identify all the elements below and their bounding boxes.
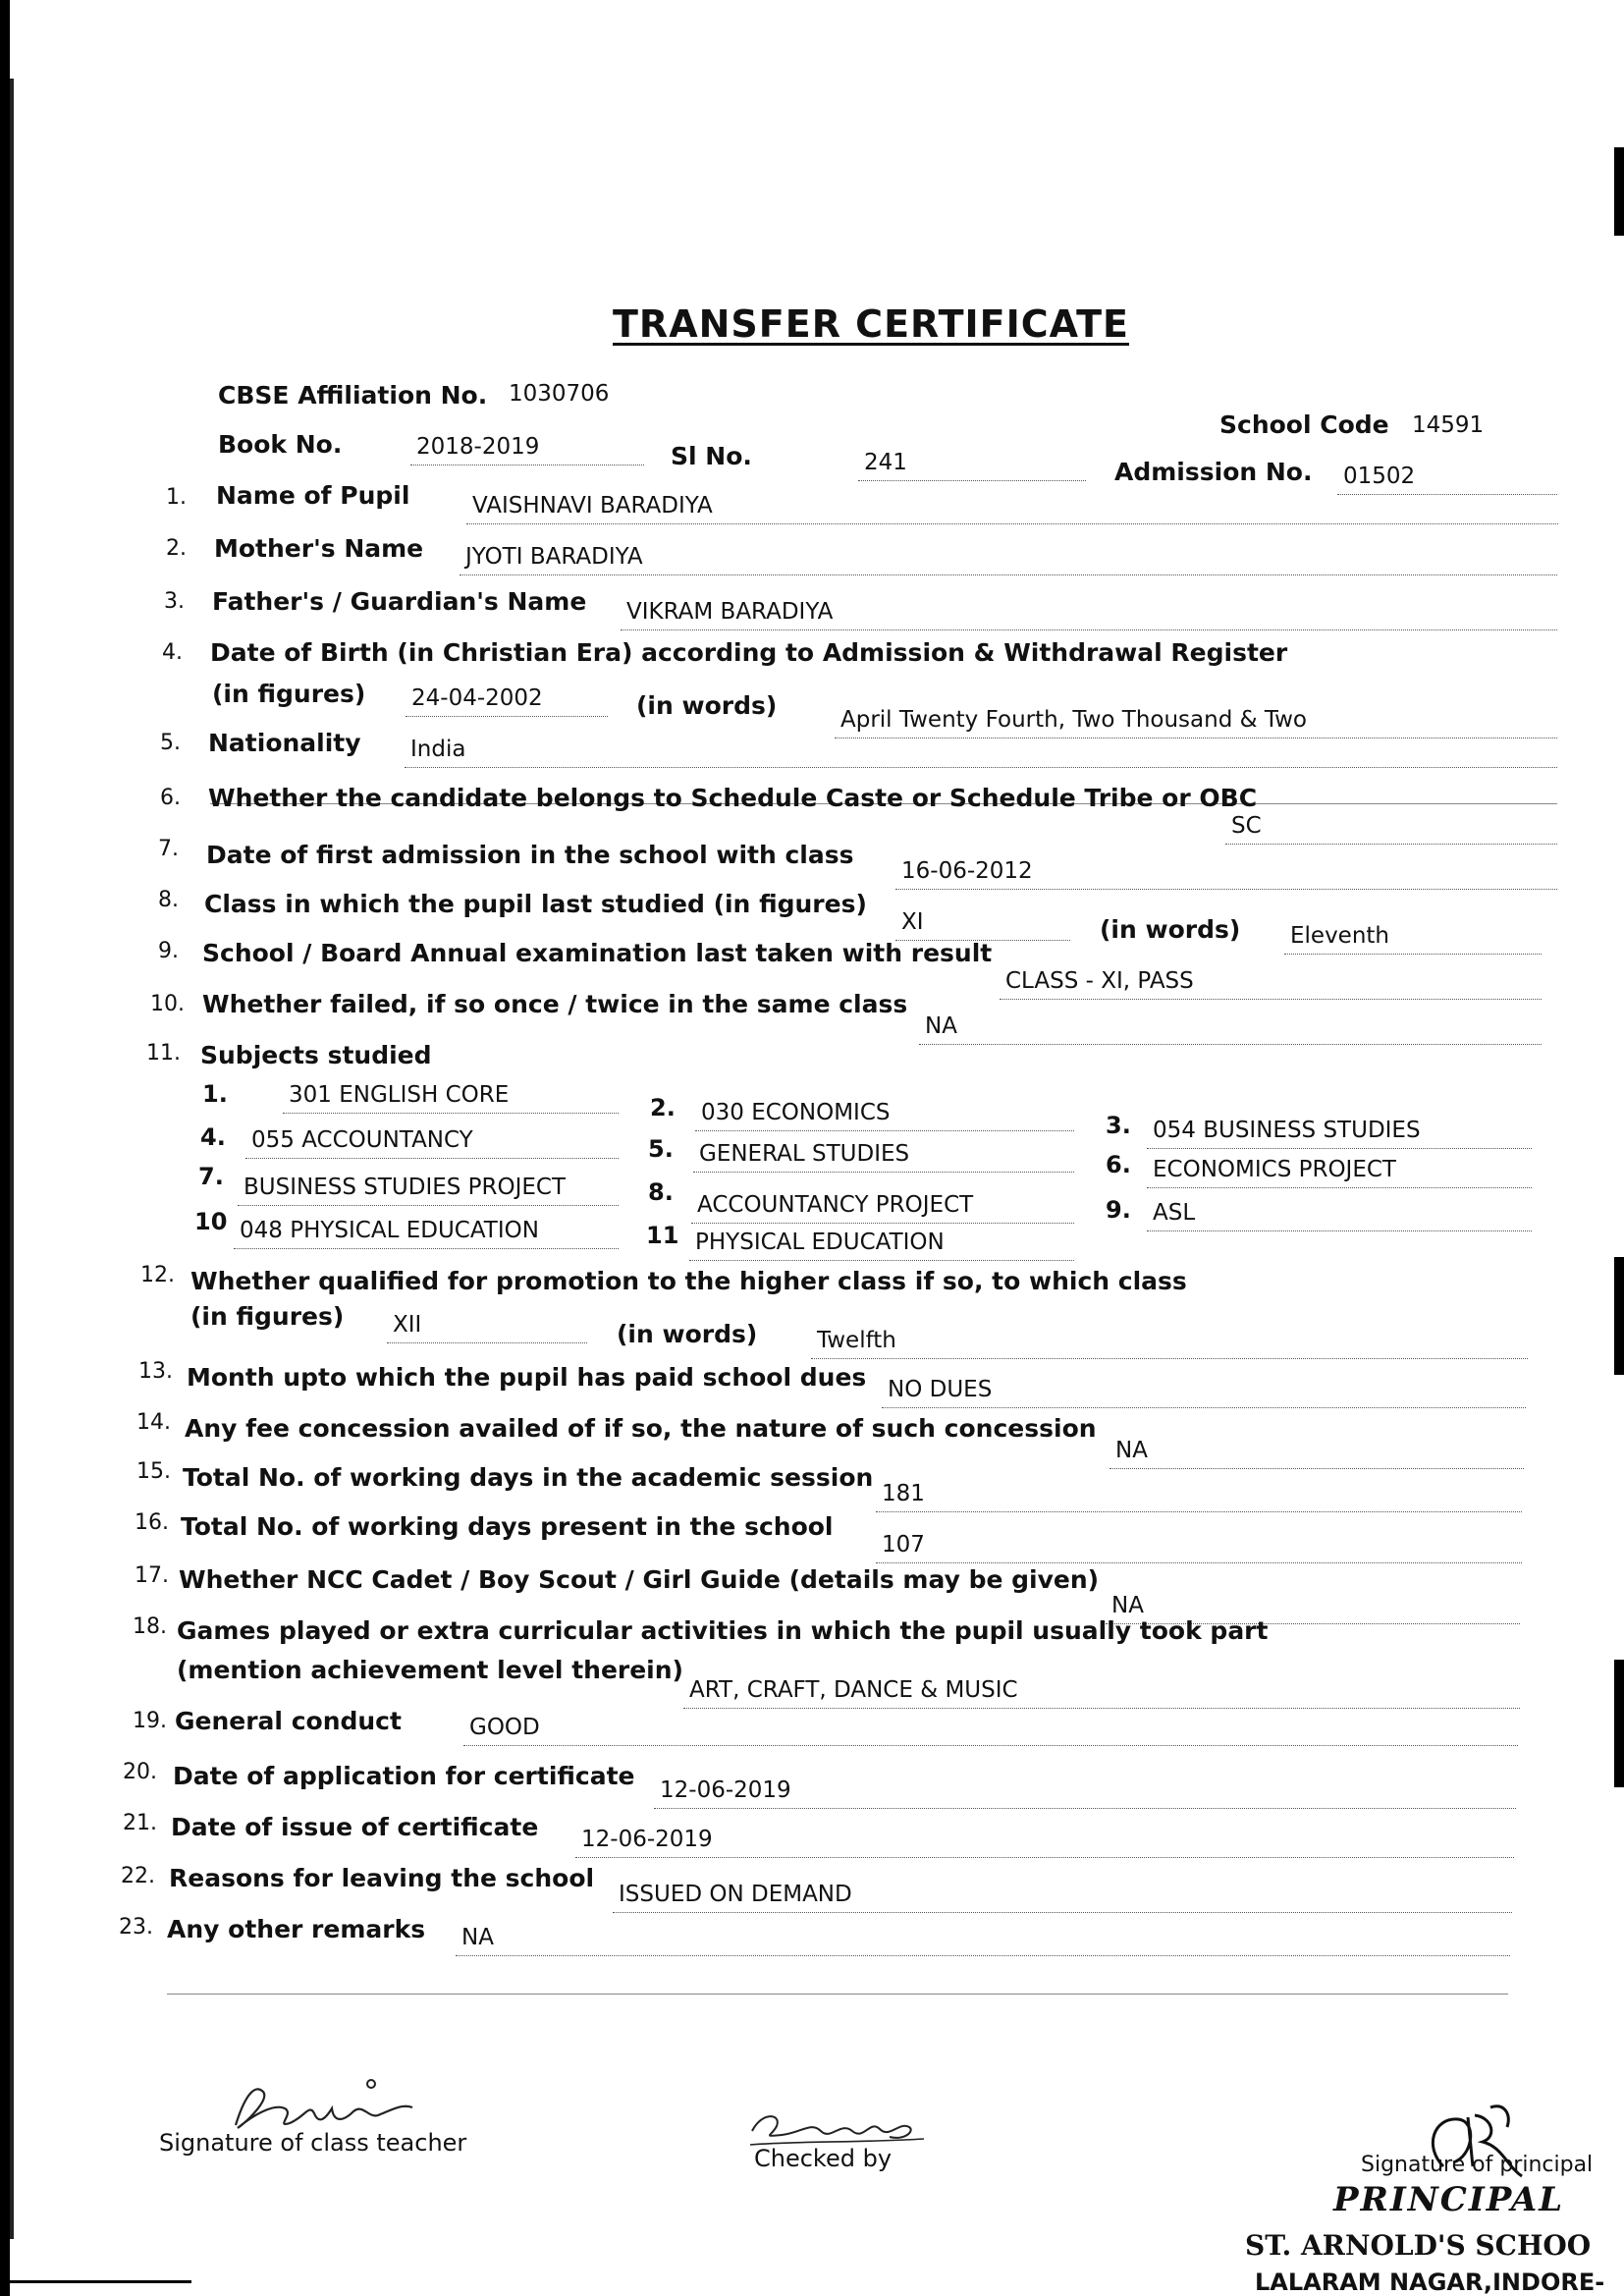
subject-number: 11: [646, 1222, 679, 1249]
issue-date-value: 12-06-2019: [575, 1825, 1514, 1858]
nationality-label: Nationality: [208, 729, 361, 757]
subject-item: GENERAL STUDIES: [693, 1139, 1074, 1173]
field-number: 2.: [166, 536, 187, 561]
pupil-name-value: VAISHNAVI BARADIYA: [466, 491, 1558, 524]
subject-number: 7.: [198, 1163, 224, 1190]
subject-item: 054 BUSINESS STUDIES: [1147, 1116, 1532, 1149]
field-number: 9.: [158, 939, 179, 963]
subject-item: ASL: [1147, 1198, 1532, 1231]
subject-number: 9.: [1106, 1196, 1131, 1224]
admission-no-label: Admission No.: [1114, 458, 1313, 486]
fee-concession-label: Any fee concession availed of if so, the nature of such concession: [185, 1414, 1097, 1443]
checked-by-label: Checked by: [754, 2145, 893, 2172]
field-number: 15.: [136, 1459, 171, 1484]
field-number: 21.: [123, 1811, 157, 1835]
field-number: 19.: [133, 1709, 167, 1733]
school-stamp: ST. ARNOLD'S SCHOO: [1245, 2229, 1592, 2262]
subject-item: 030 ECONOMICS: [695, 1098, 1074, 1131]
blank-line: [167, 1994, 1508, 1995]
scan-border-bottom: [0, 2280, 191, 2283]
class-teacher-label: Signature of class teacher: [159, 2129, 467, 2157]
field-number: 12.: [140, 1263, 175, 1287]
first-admission-label: Date of first admission in the school with class: [206, 841, 854, 869]
first-admission-value: 16-06-2012: [895, 856, 1557, 890]
mother-name-label: Mother's Name: [214, 534, 424, 563]
father-name-value: VIKRAM BARADIYA: [621, 597, 1557, 630]
promotion-label: Whether qualified for promotion to the higher class if so, to which class: [190, 1267, 1187, 1295]
field-number: 11.: [146, 1041, 181, 1066]
working-days-label: Total No. of working days in the academic session: [183, 1463, 874, 1492]
field-number: 14.: [136, 1410, 171, 1435]
field-number: 18.: [133, 1614, 167, 1639]
father-name-label: Father's / Guardian's Name: [212, 587, 587, 616]
school-code-label: School Code: [1219, 410, 1389, 439]
subject-item: ACCOUNTANCY PROJECT: [691, 1190, 1074, 1224]
sl-no-value: 241: [858, 448, 1086, 481]
failed-label: Whether failed, if so once / twice in the same class: [202, 990, 908, 1018]
field-number: 10.: [150, 992, 185, 1016]
sl-no-label: Sl No.: [671, 442, 752, 470]
caste-label: Whether the candidate belongs to Schedule Caste or Schedule Tribe or OBC: [208, 784, 1258, 812]
field-number: 3.: [164, 589, 185, 614]
dob-figures-value: 24-04-2002: [406, 683, 608, 717]
affiliation-label: CBSE Affiliation No.: [218, 381, 488, 410]
conduct-label: General conduct: [175, 1707, 402, 1735]
dob-label: Date of Birth (in Christian Era) according to Admission & Withdrawal Register: [210, 638, 1288, 667]
application-date-label: Date of application for certificate: [173, 1762, 635, 1790]
subject-item: BUSINESS STUDIES PROJECT: [238, 1173, 619, 1206]
subject-number: 4.: [200, 1123, 226, 1151]
mother-name-value: JYOTI BARADIYA: [460, 542, 1557, 575]
admission-no-value: 01502: [1337, 462, 1557, 495]
field-number: 17.: [135, 1563, 169, 1588]
subject-item: ECONOMICS PROJECT: [1147, 1155, 1532, 1188]
subject-number: 2.: [650, 1094, 676, 1121]
page-title: TRANSFER CERTIFICATE: [613, 302, 1129, 346]
principal-stamp: PRINCIPAL: [1333, 2180, 1565, 2219]
field-number: 22.: [121, 1864, 155, 1888]
activities-label: Games played or extra curricular activities in which the pupil usually took part: [177, 1616, 1269, 1645]
scan-edge-mark: [1614, 147, 1624, 236]
field-number: 5.: [160, 731, 181, 755]
subject-item: 055 ACCOUNTANCY: [245, 1125, 619, 1159]
subject-number: 1.: [202, 1080, 228, 1108]
dob-figures-label: (in figures): [212, 680, 366, 708]
subject-number: 3.: [1106, 1112, 1131, 1139]
subject-number: 6.: [1106, 1151, 1131, 1178]
last-class-value: XI: [895, 907, 1070, 941]
principal-signature-label: Signature of principal: [1361, 2153, 1594, 2177]
ncc-label: Whether NCC Cadet / Boy Scout / Girl Guide (details may be given): [179, 1565, 1100, 1594]
subjects-label: Subjects studied: [200, 1041, 432, 1069]
leaving-reason-value: ISSUED ON DEMAND: [613, 1880, 1512, 1913]
dob-words-value: April Twenty Fourth, Two Thousand & Two: [835, 705, 1557, 738]
field-number: 8.: [158, 888, 179, 912]
subject-number: 8.: [648, 1178, 674, 1206]
dues-label: Month upto which the pupil has paid school dues: [187, 1363, 867, 1392]
last-class-label: Class in which the pupil last studied (in figures): [204, 890, 867, 918]
subject-item: PHYSICAL EDUCATION: [689, 1228, 1074, 1261]
leaving-reason-label: Reasons for leaving the school: [169, 1864, 595, 1892]
remarks-label: Any other remarks: [167, 1915, 426, 1943]
field-number: 1.: [166, 485, 187, 510]
days-present-label: Total No. of working days present in the school: [181, 1512, 834, 1541]
activities-value: ART, CRAFT, DANCE & MUSIC: [683, 1675, 1520, 1709]
promotion-words-label: (in words): [617, 1320, 758, 1348]
school-code-value: 14591: [1412, 412, 1485, 438]
failed-value: NA: [919, 1011, 1542, 1045]
subject-item: 048 PHYSICAL EDUCATION: [234, 1216, 619, 1249]
exam-result-value: CLASS - XI, PASS: [1000, 966, 1542, 1000]
field-number: 16.: [135, 1510, 169, 1535]
subject-item: 301 ENGLISH CORE: [283, 1080, 619, 1114]
nationality-value: India: [405, 735, 1557, 768]
subject-number: 10: [194, 1208, 228, 1235]
promotion-words-value: Twelfth: [811, 1326, 1528, 1359]
fee-concession-value: NA: [1110, 1436, 1524, 1469]
days-present-value: 107: [876, 1530, 1522, 1563]
scan-border-left-inner: [10, 79, 14, 2239]
remarks-value: NA: [456, 1923, 1510, 1956]
field-number: 4.: [162, 640, 183, 665]
book-no-label: Book No.: [218, 430, 343, 459]
working-days-value: 181: [876, 1479, 1522, 1512]
field-number: 6.: [160, 786, 181, 810]
field-number: 7.: [158, 837, 179, 861]
dues-value: NO DUES: [882, 1375, 1526, 1408]
promotion-figures-label: (in figures): [190, 1302, 345, 1331]
dob-words-label: (in words): [636, 691, 778, 720]
pupil-name-label: Name of Pupil: [216, 481, 410, 510]
last-class-words-label: (in words): [1100, 915, 1241, 944]
activities-label-2: (mention achievement level therein): [177, 1656, 683, 1684]
field-number: 23.: [119, 1915, 153, 1940]
affiliation-value: 1030706: [509, 381, 610, 407]
ncc-value: NA: [1106, 1591, 1520, 1624]
scan-edge-mark: [1614, 1660, 1624, 1787]
subject-number: 5.: [648, 1135, 674, 1163]
caste-value: SC: [1225, 811, 1557, 845]
promotion-figures-value: XII: [387, 1310, 587, 1343]
school-address-stamp: LALARAM NAGAR,INDORE-: [1255, 2269, 1605, 2296]
exam-result-label: School / Board Annual examination last taken with result: [202, 939, 993, 967]
book-no-value: 2018-2019: [410, 432, 644, 465]
issue-date-label: Date of issue of certificate: [171, 1813, 539, 1841]
field-number: 13.: [138, 1359, 173, 1384]
conduct-value: GOOD: [463, 1713, 1518, 1746]
field-number: 20.: [123, 1760, 157, 1784]
scan-edge-mark: [1614, 1257, 1624, 1375]
application-date-value: 12-06-2019: [654, 1776, 1516, 1809]
last-class-words-value: Eleventh: [1284, 921, 1542, 955]
